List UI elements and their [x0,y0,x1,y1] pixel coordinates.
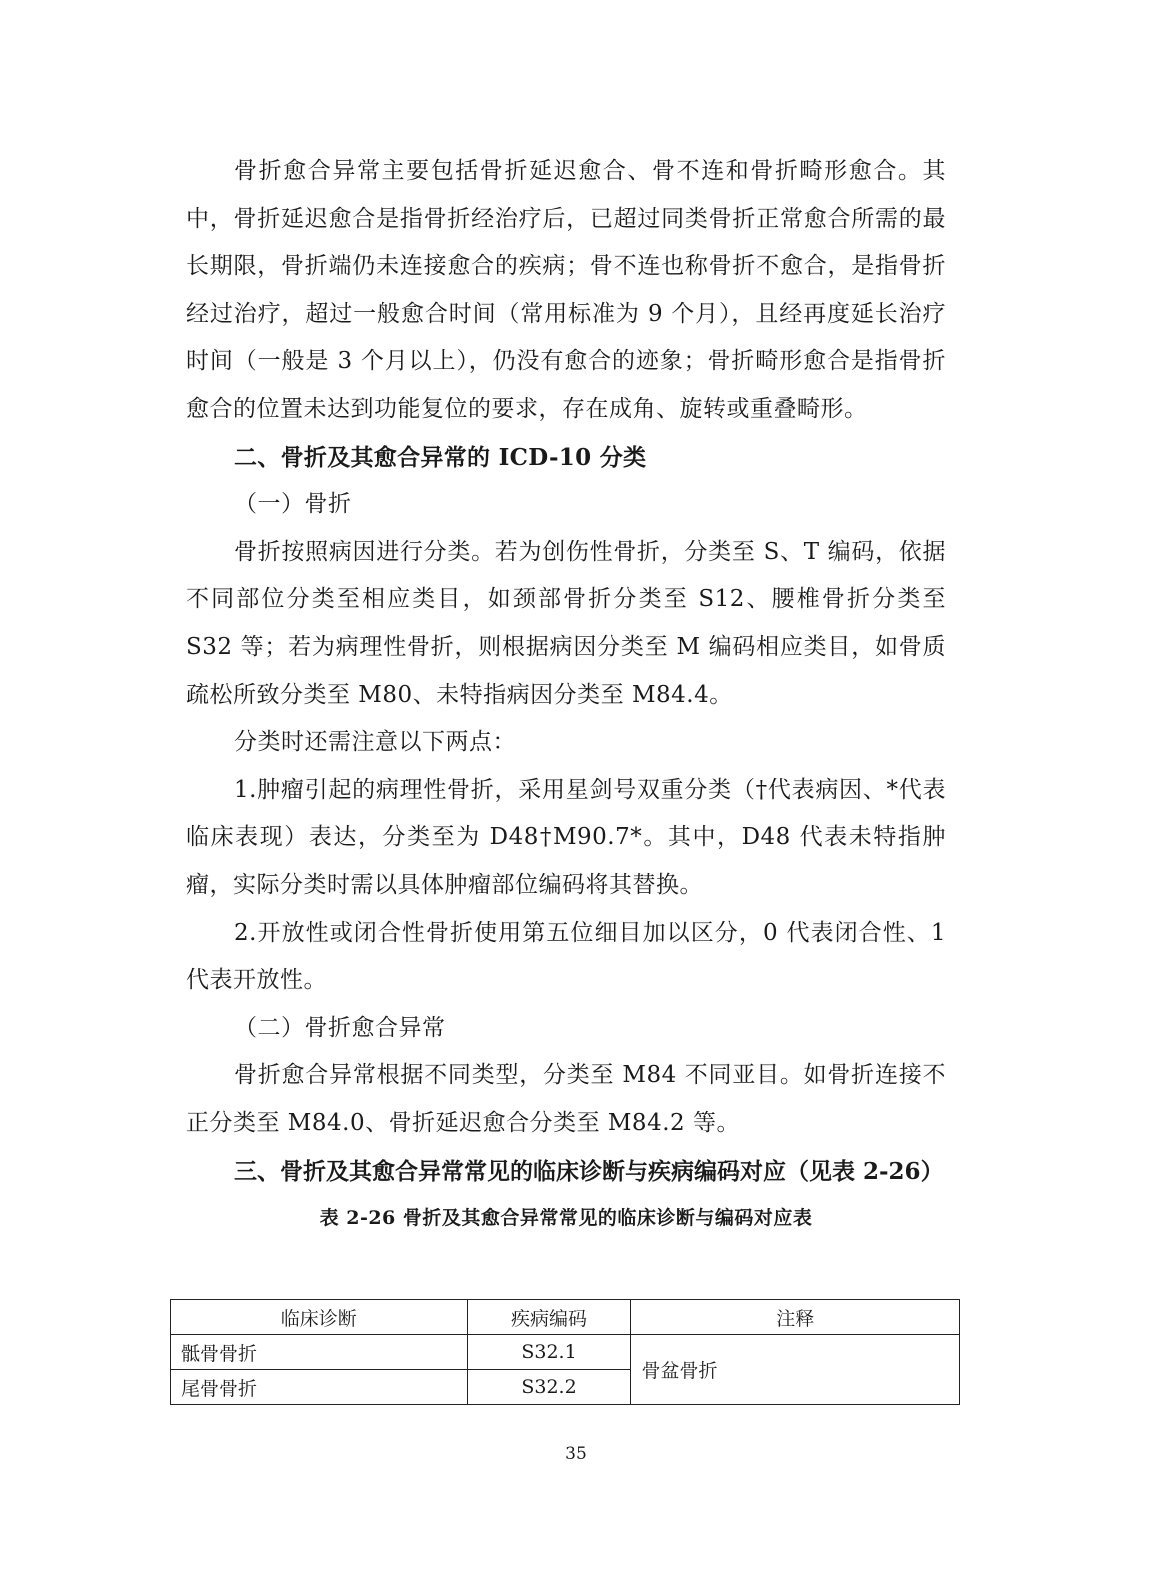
table-header-row [171,1300,960,1335]
fracture-classification-paragraph: 骨折按照病因进行分类。若为创伤性骨折，分类至 S、T 编码，依据不同部位分类至相应类目，如颈部骨折分类至 S12、腰椎骨折分类至 S32 等；若为病理性骨折，则根据病因分类至 M 编码相应类目，如骨质疏松所致分类至 M80、未特指病因分类至 M84.4。 [186,538,946,708]
body-text [186,148,946,1237]
code-cell: S32.2 [467,1370,631,1405]
note-1-paragraph: 1.肿瘤引起的病理性骨折，采用星剑号双重分类（†代表病因、*代表临床表现）表达，分类至为 D48†M90.7*。其中，D48 代表未特指肿瘤，实际分类时需以具体肿瘤部位编码将其替换。 [186,776,946,898]
table-caption: 表 2-26 骨折及其愈合异常常见的临床诊断与编码对应表 [319,1207,813,1230]
notes-intro-paragraph: 分类时还需注意以下两点： [234,729,516,756]
diagnosis-cell: 骶骨骨折 [171,1335,468,1370]
code-cell: S32.1 [467,1335,631,1370]
table-row [171,1335,960,1370]
diagnosis-code-table [170,1299,960,1405]
note-cell: 骨盆骨折 [631,1335,960,1405]
page-number: 35 [565,1444,587,1464]
subheading-fracture: （一）骨折 [234,491,352,518]
intro-paragraph: 骨折愈合异常主要包括骨折延迟愈合、骨不连和骨折畸形愈合。其中，骨折延迟愈合是指骨折经治疗后，已超过同类骨折正常愈合所需的最长期限，骨折端仍未连接愈合的疾病；骨不连也称骨折不愈合，是指骨折经过治疗，超过一般愈合时间（常用标准为 9 个月），且经再度延长治疗时间（一般是 3 个月以上），仍没有愈合的迹象；骨折畸形愈合是指骨折愈合的位置未达到功能复位的要求，存在成角、旋转或重叠畸形。 [186,158,946,422]
header-diagnosis: 临床诊断 [171,1300,468,1335]
header-code: 疾病编码 [467,1300,631,1335]
note-2-paragraph: 2.开放性或闭合性骨折使用第五位细目加以区分，0 代表闭合性、1 代表开放性。 [186,919,946,994]
section-heading-diagnosis-mapping: 三、骨折及其愈合异常常见的临床诊断与疾病编码对应（见表 2-26） [234,1158,944,1186]
subheading-healing-abnormal: （二）骨折愈合异常 [234,1014,446,1041]
section-heading-icd10: 二、骨折及其愈合异常的 ICD-10 分类 [234,443,647,471]
header-note: 注释 [631,1300,960,1335]
healing-classification-paragraph: 骨折愈合异常根据不同类型，分类至 M84 不同亚目。如骨折连接不正分类至 M84.0、骨折延迟愈合分类至 M84.2 等。 [186,1062,946,1136]
diagnosis-cell: 尾骨骨折 [171,1370,468,1405]
